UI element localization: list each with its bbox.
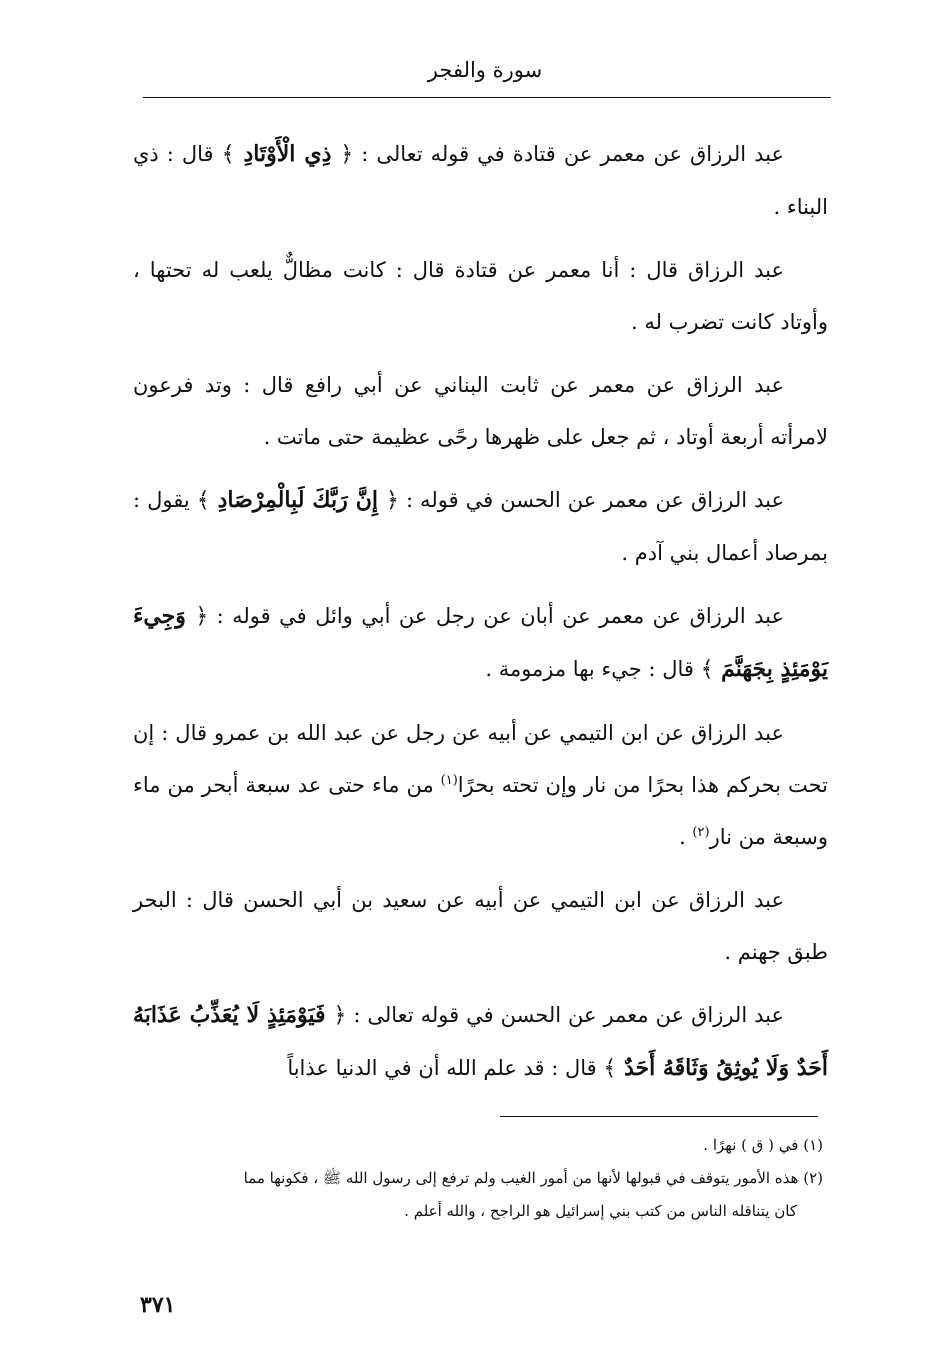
page-number: ٣٧١ [140,1292,176,1318]
verse-open-bracket: ﴿ [333,1003,347,1028]
paragraph-text: عبد الرزاق عن معمر عن أبان عن رجل عن أبي وائل في قوله : [208,604,784,628]
paragraph-text: عبد الرزاق عن معمر عن قتادة في قوله تعالى : [353,142,784,166]
paragraph-text: . [679,825,693,849]
paragraph-dhil-awtad [133,128,828,233]
main-text [133,128,828,1106]
footnote-rule [500,1116,818,1117]
footnote-2: (٢) هذه الأمور يتوقف في قبولها لأنها من أمور الغيب ولم ترفع إلى رسول الله ﷺ ، فكونها مما [243,1169,823,1187]
verse-close-bracket: ﴾ [196,488,210,513]
footnote-ref-1[interactable]: (١) [440,773,458,788]
paragraph-sea-layer [133,874,828,978]
paragraph-jahannam [133,590,828,696]
footnote-ref-2[interactable]: (٢) [692,825,710,840]
verse-text: فَيَوْمَئِذٍ لَا يُعَذِّبُ عَذَابَهُ أَحَدٌ وَلَا يُوثِقُ وَثَاقَهُ أَحَدٌ [133,1002,828,1081]
verse-text: إِنَّ رَبَّكَ لَبِالْمِرْصَادِ [209,487,387,513]
footnote-2-continuation: كان يتناقله الناس من كتب بني إسرائيل هو الراجح ، والله أعلم . [404,1202,797,1220]
quran-verse [197,487,399,513]
paragraph-text: عبد الرزاق عن معمر عن الحسن في قوله تعالى : [346,1003,784,1027]
verse-open-bracket: ﴿ [386,488,399,513]
paragraph-text: من ماء حتى عد سبعة أبحر من ماء وسبعة من نار [133,773,828,849]
paragraph-mazal [133,244,828,348]
paragraph-seas [133,707,828,863]
paragraph-punishment [133,989,828,1095]
footnote-1: (١) في ( ق ) نهرًا . [703,1136,823,1154]
paragraph-text: عبد الرزاق عن ابن التيمي عن أبيه عن رجل عن عبد الله بن عمرو قال : إن تحت بحركم هذا بحرًا من نار وإن تحته بحرًا [133,721,828,797]
verse-open-bracket: ﴿ [340,142,354,167]
paragraph-text: عبد الرزاق قال : أنا معمر عن قتادة قال : كانت مظالٌّ يلعب له تحتها ، وأوتاد كانت تضرب له . [133,258,828,334]
paragraph-text: قال : قد علم الله أن في الدنيا عذاباً [287,1056,604,1080]
paragraph-text: يقول : بمرصاد أعمال بني آدم . [133,488,828,565]
verse-open-bracket: ﴿ [195,604,209,629]
verse-close-bracket: ﴾ [221,142,235,167]
paragraph-text: عبد الرزاق عن ابن التيمي عن أبيه عن سعيد بن أبي الحسن قال : البحر طبق جهنم . [133,888,828,964]
verse-text: ذِي الْأَوْتَادِ [234,141,341,167]
footnotes [133,1129,823,1228]
paragraph-pharaoh-pegs [133,359,828,463]
verse-text: وَجِيءَ يَوْمَئِذٍ بِجَهَنَّمَ [133,603,828,682]
paragraph-mirsad [133,474,828,579]
verse-close-bracket: ﴾ [700,657,714,682]
verse-close-bracket: ﴾ [603,1056,617,1081]
paragraph-text: قال : جيء بها مزمومة . [485,657,701,681]
paragraph-text: قال : ذي البناء . [133,142,828,219]
running-head-title: سورة والفجر [427,58,543,82]
paragraph-text: عبد الرزاق عن معمر عن ثابت البناني عن أبي رافع قال : وتد فرعون لامرأته أربعة أوتاد ، ثم جعل على ظهرها رحًى عظيمة حتى ماتت . [133,373,828,449]
paragraph-text: عبد الرزاق عن معمر عن الحسن في قوله : [398,488,785,512]
header-rule [143,97,831,98]
quran-verse [222,141,354,167]
